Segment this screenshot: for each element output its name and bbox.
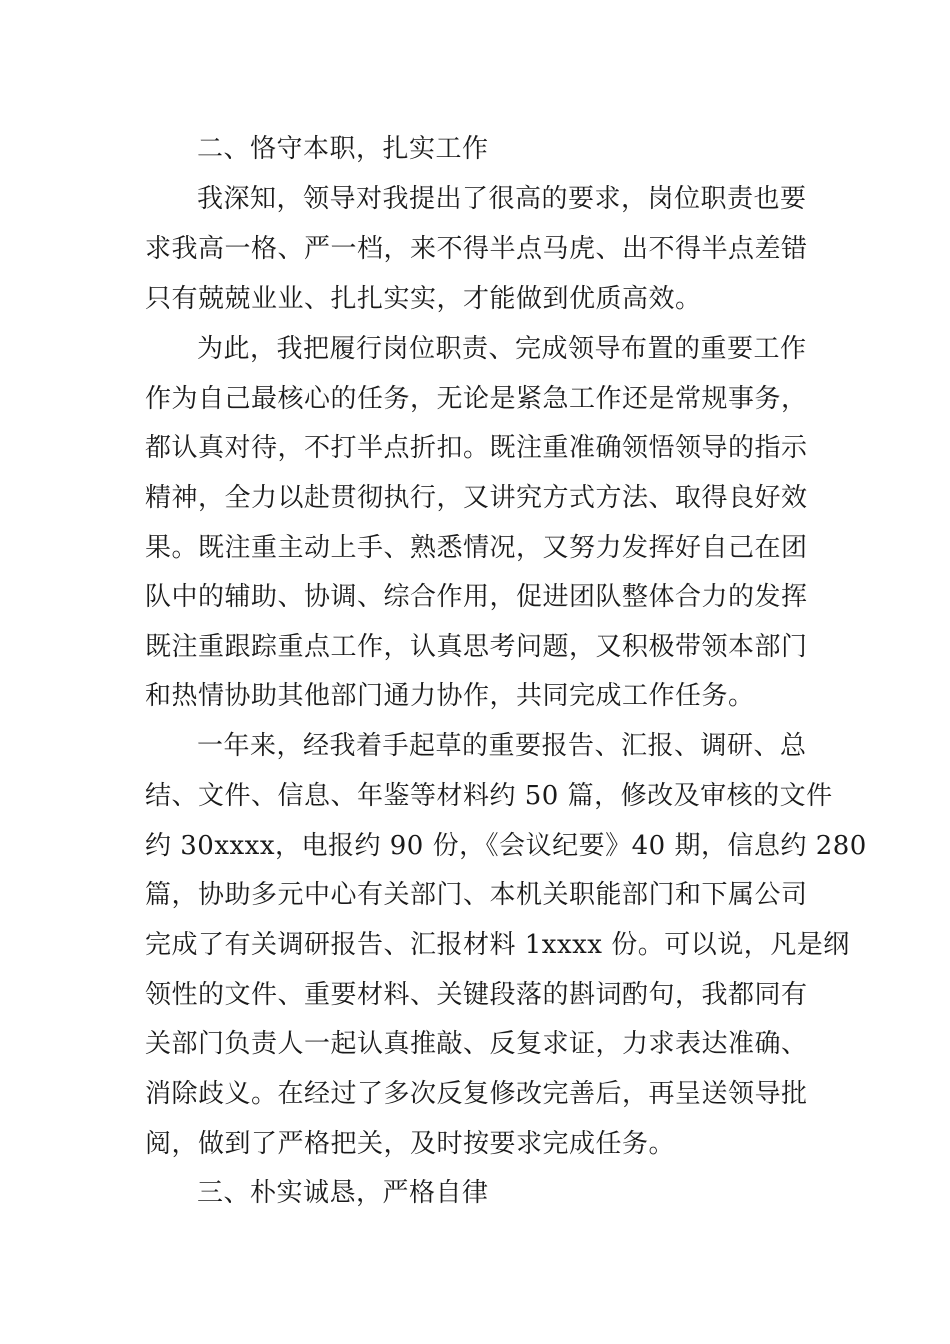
- paragraph-2-line-3: 都认真对待，不打半点折扣。既注重准确领悟领导的指示: [145, 433, 808, 463]
- paragraph-3-line-3: 约 30xxxx，电报约 90 份，《会议纪要》40 期，信息约 280: [145, 831, 867, 861]
- paragraph-1-line-1: 我深知，领导对我提出了很高的要求，岗位职责也要: [197, 184, 807, 214]
- paragraph-2-line-1: 为此，我把履行岗位职责、完成领导布置的重要工作: [197, 334, 807, 364]
- paragraph-2-line-6: 队中的辅助、协调、综合作用，促进团队整体合力的发挥: [145, 582, 808, 612]
- paragraph-2-line-7: 既注重跟踪重点工作，认真思考问题，又积极带领本部门: [145, 632, 808, 662]
- paragraph-1-line-3: 只有兢兢业业、扎扎实实，才能做到优质高效。: [145, 284, 702, 314]
- paragraph-1-line-2: 求我高一格、严一档，来不得半点马虎、出不得半点差错: [145, 234, 808, 264]
- paragraph-2-line-8: 和热情协助其他部门通力协作，共同完成工作任务。: [145, 681, 755, 711]
- paragraph-3-line-2: 结、文件、信息、年鉴等材料约 50 篇，修改及审核的文件: [145, 781, 833, 811]
- paragraph-3-line-7: 关部门负责人一起认真推敲、反复求证，力求表达准确、: [145, 1029, 808, 1059]
- paragraph-2-line-4: 精神，全力以赴贯彻执行，又讲究方式方法、取得良好效: [145, 483, 808, 513]
- paragraph-3-line-4: 篇，协助多元中心有关部门、本机关职能部门和下属公司: [145, 880, 808, 910]
- section-heading-3: 三、朴实诚恳，严格自律: [197, 1178, 489, 1208]
- paragraph-3-line-1: 一年来，经我着手起草的重要报告、汇报、调研、总: [197, 731, 807, 761]
- paragraph-2-line-2: 作为自己最核心的任务，无论是紧急工作还是常规事务，: [145, 384, 808, 414]
- paragraph-3-line-8: 消除歧义。在经过了多次反复修改完善后，再呈送领导批: [145, 1079, 808, 1109]
- paragraph-3-line-9: 阅，做到了严格把关，及时按要求完成任务。: [145, 1129, 676, 1159]
- paragraph-2-line-5: 果。既注重主动上手、熟悉情况，又努力发挥好自己在团: [145, 533, 808, 563]
- paragraph-3-line-6: 领性的文件、重要材料、关键段落的斟词酌句，我都同有: [145, 980, 808, 1010]
- section-heading-2: 二、恪守本职，扎实工作: [197, 134, 489, 164]
- paragraph-3-line-5: 完成了有关调研报告、汇报材料 1xxxx 份。可以说，凡是纲: [145, 930, 850, 960]
